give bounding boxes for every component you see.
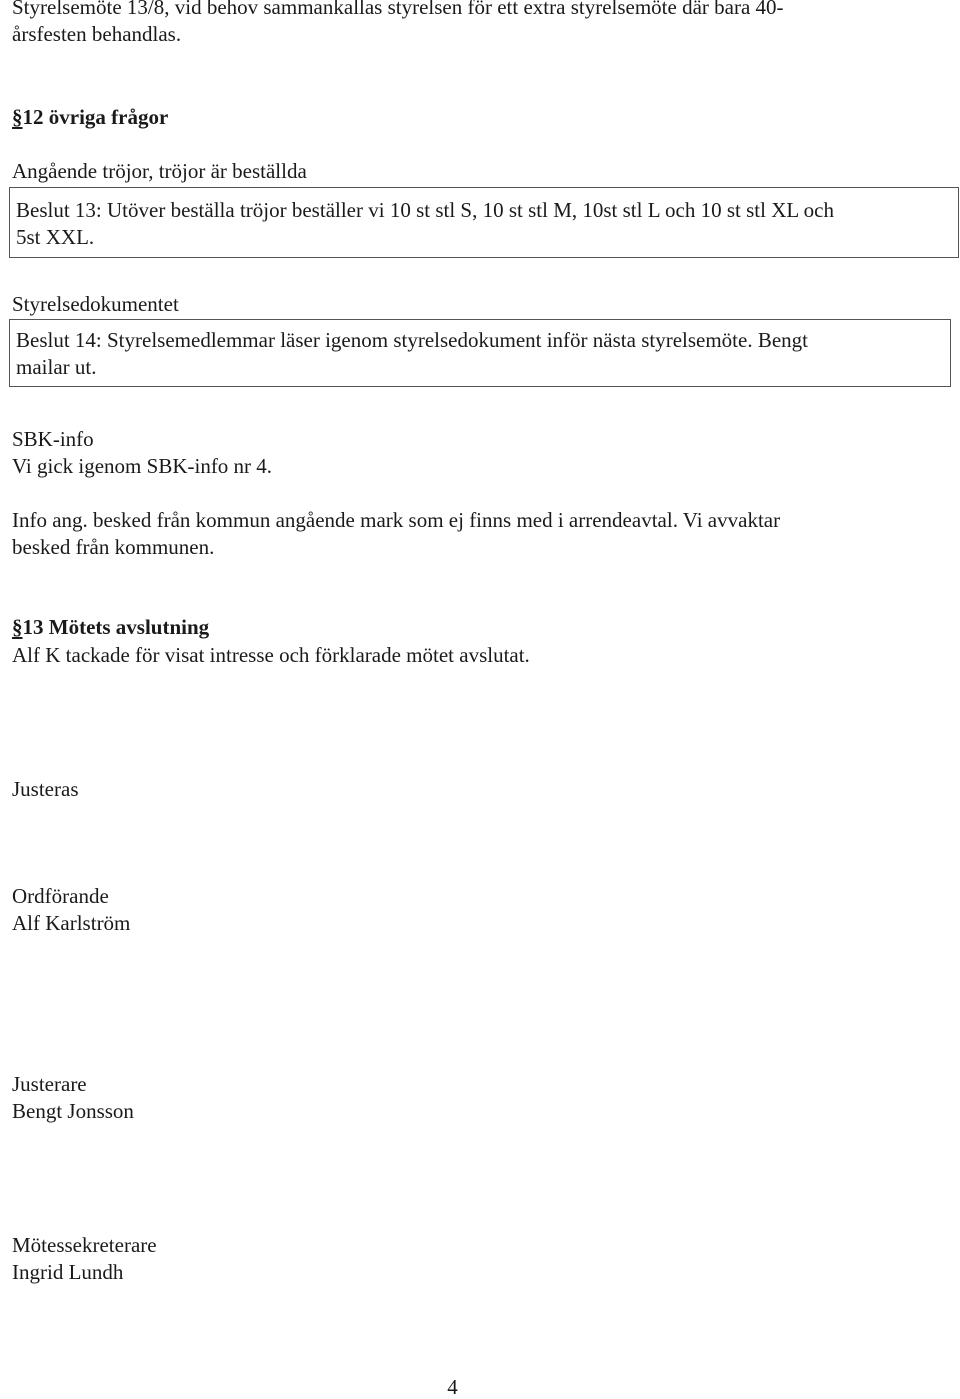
section-13-heading-text: 13 Mötets avslutning bbox=[22, 615, 210, 639]
topic-sweaters: Angående tröjor, tröjor är beställda bbox=[12, 159, 307, 183]
decision-14-line-2: mailar ut. bbox=[16, 355, 97, 379]
chair-name: Alf Karlström bbox=[12, 911, 131, 935]
decision-13-line-2: 5st XXL. bbox=[16, 225, 95, 249]
intro-line-1: Styrelsemöte 13/8, vid behov sammankallas styrelsen för ett extra styrelsemöte där bara 40- bbox=[12, 0, 784, 19]
decision-13-line-1: Beslut 13: Utöver beställa tröjor beställer vi 10 st stl S, 10 st stl M, 10st stl L och 10 st stl XL och bbox=[16, 198, 834, 222]
info-line-1: Info ang. besked från kommun angående mark som ej finns med i arrendeavtal. Vi avvaktar bbox=[12, 508, 781, 532]
decision-14-box bbox=[9, 319, 951, 387]
adjuster-title: Justerare bbox=[12, 1072, 87, 1096]
decision-13-box bbox=[9, 187, 959, 258]
section-13-text: Alf K tackade för visat intresse och förklarade mötet avslutat. bbox=[12, 643, 530, 667]
intro-line-2: årsfesten behandlas. bbox=[12, 22, 182, 46]
secretary-name: Ingrid Lundh bbox=[12, 1260, 124, 1284]
secretary-title: Mötessekreterare bbox=[12, 1233, 157, 1257]
section-12-symbol: § bbox=[12, 105, 23, 129]
page-number: 4 bbox=[447, 1375, 458, 1399]
info-line-2: besked från kommunen. bbox=[12, 535, 215, 559]
section-13-heading bbox=[12, 614, 209, 641]
chair-title: Ordförande bbox=[12, 884, 109, 908]
topic-board-document: Styrelsedokumentet bbox=[12, 292, 179, 316]
sbk-info-heading: SBK-info bbox=[12, 427, 94, 451]
section-13-symbol: § bbox=[12, 615, 23, 639]
section-12-heading-text: 12 övriga frågor bbox=[22, 105, 169, 129]
justeras-label: Justeras bbox=[12, 777, 79, 801]
section-12-heading bbox=[12, 104, 168, 131]
sbk-info-text: Vi gick igenom SBK-info nr 4. bbox=[12, 454, 273, 478]
adjuster-name: Bengt Jonsson bbox=[12, 1099, 134, 1123]
decision-14-line-1: Beslut 14: Styrelsemedlemmar läser igenom styrelsedokument inför nästa styrelsemöte. Bengt bbox=[16, 328, 808, 352]
